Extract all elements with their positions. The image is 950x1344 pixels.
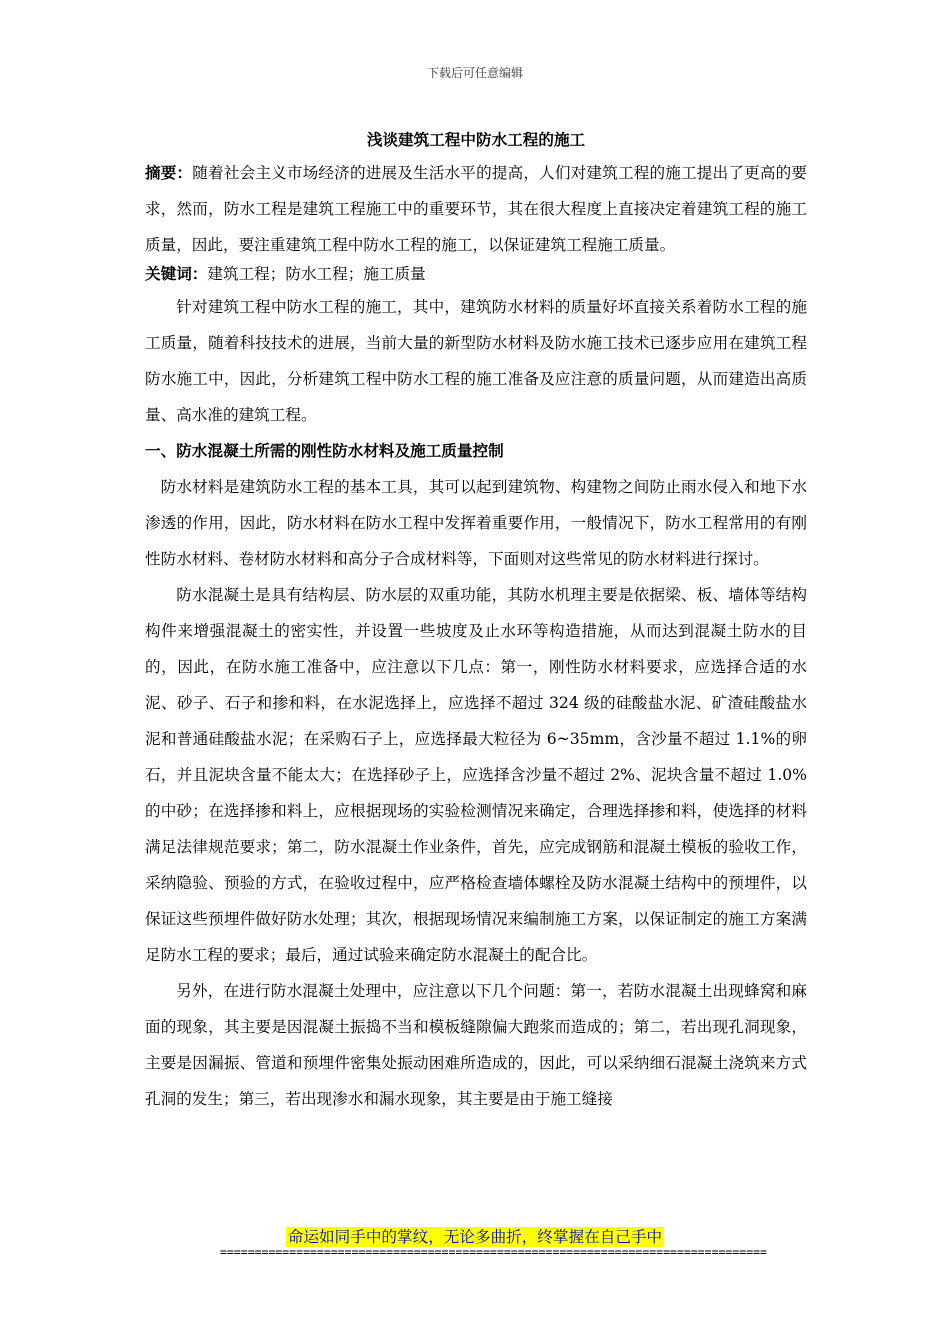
abstract-label: 摘要：: [145, 163, 193, 182]
body-paragraph-2: 防水混凝土是具有结构层、防水层的双重功能，其防水机理主要是依据梁、板、墙体等结构构件来增强混凝土的密实性，并设置一些坡度及止水环等构造措施，从而达到混凝土防水的目的，因此，在防水施工准备中，应注意以下几点：第一，刚性防水材料要求，应选择合适的水泥、砂子、石子和掺和料，在水泥选择上，应选择不超过 324 级的硅酸盐水泥、矿渣硅酸盐水泥和普通硅酸盐水泥；在采购石子上，应选择最大粒径为 6~35mm，含沙量不超过 1.1%的卵石，并且泥块含量不能太大；在选择砂子上，应选择含沙量不超过 2%、泥块含量不超过 1.0%的中砂；在选择掺和料上，应根据现场的实验检测情况来确定，合理选择掺和料，使选择的材料满足法律规范要求；第二，防水混凝土作业条件，首先，应完成钢筋和混凝土模板的验收工作，采纳隐验、预验的方式，在验收过程中，应严格检查墙体螺栓及防水混凝土结构中的预埋件，以保证这些预埋件做好防水处理；其次，根据现场情况来编制施工方案，以保证制定的施工方案满足防水工程的要求；最后，通过试验来确定防水混凝土的配合比。: [145, 586, 807, 964]
intro-paragraph: 针对建筑工程中防水工程的施工，其中，建筑防水材料的质量好坏直接关系着防水工程的施工质量，随着科技技术的进展，当前大量的新型防水材料及防水施工技术已逐步应用在建筑工程防水施工中，因此，分析建筑工程中防水工程的施工准备及应注意的质量问题，从而建造出高质量、高水准的建筑工程。: [145, 298, 807, 424]
footer-motto: 命运如同手中的掌纹，无论多曲折，终掌握在自己手中: [287, 1228, 663, 1246]
document-body: [145, 125, 807, 1117]
keywords-label: 关键词：: [145, 264, 208, 283]
section-heading: 一、防水混凝土所需的刚性防水材料及施工质量控制: [145, 441, 504, 460]
body-paragraph-3: 另外，在进行防水混凝土处理中，应注意以下几个问题：第一，若防水混凝土出现蜂窝和麻面的现象，其主要是因混凝土振捣不当和模板缝隙偏大跑浆而造成的；第二，若出现孔洞现象，主要是因漏振、管道和预埋件密集处振动困难所造成的，因此，可以采纳细石混凝土浇筑来方式孔洞的发生；第三，若出现渗水和漏水现象，其主要是由于施工缝接: [145, 982, 807, 1108]
abstract-text: 随着社会主义市场经济的进展及生活水平的提高，人们对建筑工程的施工提出了更高的要求，然而，防水工程是建筑工程施工中的重要环节，其在很大程度上直接决定着建筑工程的施工质量，因此，要注重建筑工程中防水工程的施工，以保证建筑工程施工质量。: [145, 164, 807, 254]
abstract-paragraph: [145, 155, 807, 263]
footer-divider: ===============================================================================: [220, 1245, 767, 1259]
keywords-paragraph: [145, 259, 807, 289]
document-title: 浅谈建筑工程中防水工程的施工: [366, 130, 586, 149]
page-header-note: 下载后可任意编辑: [426, 66, 523, 80]
keywords-text: 建筑工程；防水工程；施工质量: [207, 265, 426, 283]
body-paragraph-1: 防水材料是建筑防水工程的基本工具，其可以起到建筑物、构建物之间防止雨水侵入和地下水渗透的作用，因此，防水材料在防水工程中发挥着重要作用，一般情况下，防水工程常用的有刚性防水材料、卷材防水材料和高分子合成材料等，下面则对这些常见的防水材料进行探讨。: [145, 478, 807, 568]
